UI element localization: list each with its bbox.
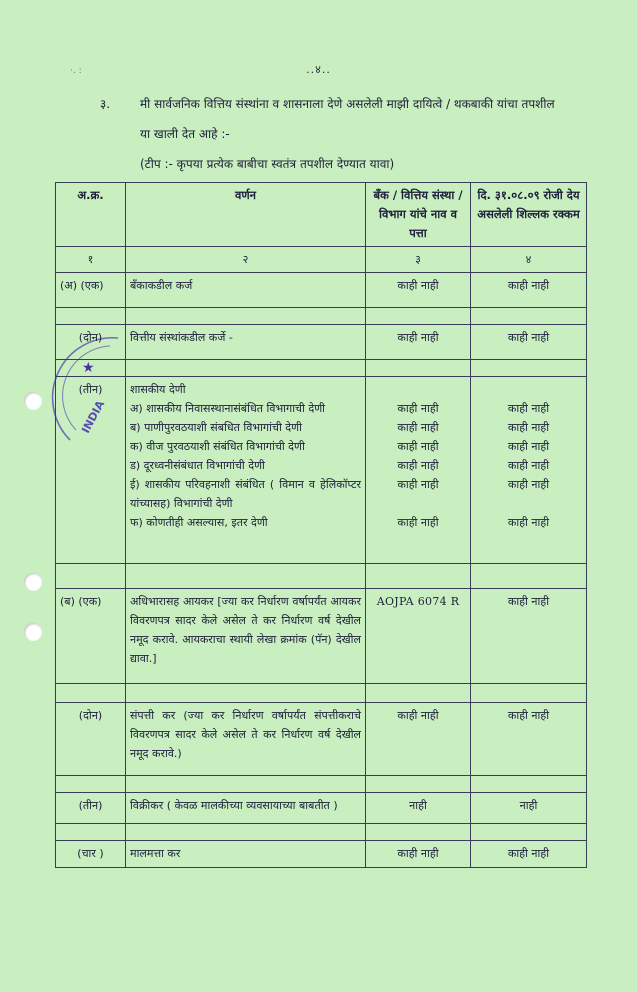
seal-text: INDIA xyxy=(79,398,108,436)
col-number: १ xyxy=(56,247,126,273)
sub-item: ई) शासकीय परिवहनाशी संबंधित ( विमान व हेलिकॉप्टर यांच्यासह) विभागांची देणी xyxy=(130,478,361,510)
row-balance: काही नाही xyxy=(471,589,587,684)
row-balance: काही नाही xyxy=(471,325,587,360)
header-balance: दि. ३१.०८.०९ रोजी देय असलेली शिल्लक रक्कम xyxy=(471,183,587,247)
row-serial: (तीन) xyxy=(56,377,126,564)
header-row xyxy=(56,183,587,247)
value: काही नाही xyxy=(397,459,439,472)
sub-item: अ) शासकीय निवासस्थानासंबंधित विभागाची देणी xyxy=(130,402,326,415)
row-bank: काही नाही xyxy=(366,273,471,308)
row-balance: काही नाही xyxy=(471,273,587,308)
row-serial: (तीन) xyxy=(56,793,126,824)
value: काही नाही xyxy=(507,421,550,434)
table-row xyxy=(56,703,587,776)
row-description: संपत्ती कर (ज्या कर निर्धारण वर्षापर्यंत संपत्तीकराचे विवरणपत्र सादर केले असेल ते कर निर्धारण वर्ष देखील नमूद करावे.) xyxy=(126,703,366,776)
pan-number: AOJPA 6074 R xyxy=(366,589,471,684)
page-number: ..४.. xyxy=(306,63,331,76)
row-balance: काही नाही xyxy=(471,841,587,868)
table-row xyxy=(56,841,587,868)
row-balance: नाही xyxy=(471,793,587,824)
row-description: विक्रीकर ( केवळ मालकीच्या व्यवसायाच्या बाबतीत ) xyxy=(126,793,366,824)
row-serial: (दोन) xyxy=(56,325,126,360)
liabilities-table xyxy=(55,182,587,868)
row-description xyxy=(126,377,366,564)
sub-item: ड) दूरध्वनीसंबंधात विभागांची देणी xyxy=(130,459,265,472)
row-bank: काही नाही xyxy=(366,703,471,776)
sub-item: ब) पाणीपुरवठयाशी संबधित विभागांची देणी xyxy=(130,421,302,434)
col-number: ४ xyxy=(471,247,587,273)
value: काही नाही xyxy=(507,459,550,472)
intro-note: (टीप :- कृपया प्रत्येक बाबीचा स्वतंत्र तपशील देण्यात यावा) xyxy=(140,157,395,171)
value: काही नाही xyxy=(507,402,550,415)
col-number: ३ xyxy=(366,247,471,273)
header-bank: बँक / वित्तिय संस्था / विभाग यांचे नाव व पत्ता xyxy=(366,183,471,247)
header-description: वर्णन xyxy=(126,183,366,247)
row-bank: काही नाही xyxy=(366,841,471,868)
row-bank: काही नाही xyxy=(366,325,471,360)
punch-hole xyxy=(24,573,42,591)
row-serial: (ब) (एक) xyxy=(56,589,126,684)
sub-heading: शासकीय देणी xyxy=(130,383,186,396)
row-balance: काही नाही xyxy=(471,703,587,776)
table-row xyxy=(56,377,587,564)
row-description: अधिभारासह आयकर [ज्या कर निर्धारण वर्षापर्यंत आयकर विवरणपत्र सादर केले असेल ते कर निर्धारण वर्ष देखील नमूद करावे. आयकराचा स्थायी लेखा क्रमांक (पॅन) देखील द्यावा.] xyxy=(126,589,366,684)
value: काही नाही xyxy=(507,440,550,453)
header-serial: अ.क्र. xyxy=(56,183,126,247)
punch-hole xyxy=(24,623,42,641)
row-balance xyxy=(471,377,587,564)
value: काही नाही xyxy=(397,440,439,453)
table-row xyxy=(56,325,587,360)
star-icon: ★ xyxy=(82,360,95,376)
table-row xyxy=(56,793,587,824)
row-bank xyxy=(366,377,471,564)
stamp-marks: ·. : xyxy=(70,66,82,76)
col-number: २ xyxy=(126,247,366,273)
table-row xyxy=(56,273,587,308)
value: काही नाही xyxy=(507,478,550,491)
value: काही नाही xyxy=(507,516,550,529)
column-number-row xyxy=(56,247,587,273)
intro-line-1: मी सार्वजनिक वित्तिय संस्थांना व शासनाला देणे असलेली माझी दायित्वे / थकबाकी यांचा तपशील xyxy=(140,97,555,111)
value: काही नाही xyxy=(397,516,439,529)
sub-item: फ) कोणतीही असल्यास, इतर देणी xyxy=(130,516,268,529)
table-row xyxy=(56,589,587,684)
row-serial: (चार ) xyxy=(56,841,126,868)
row-description: बँकाकडील कर्ज xyxy=(126,273,366,308)
section-number: ३. xyxy=(100,97,111,111)
value: काही नाही xyxy=(397,478,439,491)
value: काही नाही xyxy=(397,421,439,434)
row-serial: (दोन) xyxy=(56,703,126,776)
row-bank: नाही xyxy=(366,793,471,824)
value: काही नाही xyxy=(397,402,439,415)
sub-item: क) वीज पुरवठयाशी संबंधित विभागांची देणी xyxy=(130,440,305,453)
row-description: मालमत्ता कर xyxy=(126,841,366,868)
row-description: वित्तीय संस्थांकडील कर्जे - xyxy=(126,325,366,360)
intro-line-2: या खाली देत आहे :- xyxy=(140,127,230,141)
row-serial: (अ) (एक) xyxy=(56,273,126,308)
